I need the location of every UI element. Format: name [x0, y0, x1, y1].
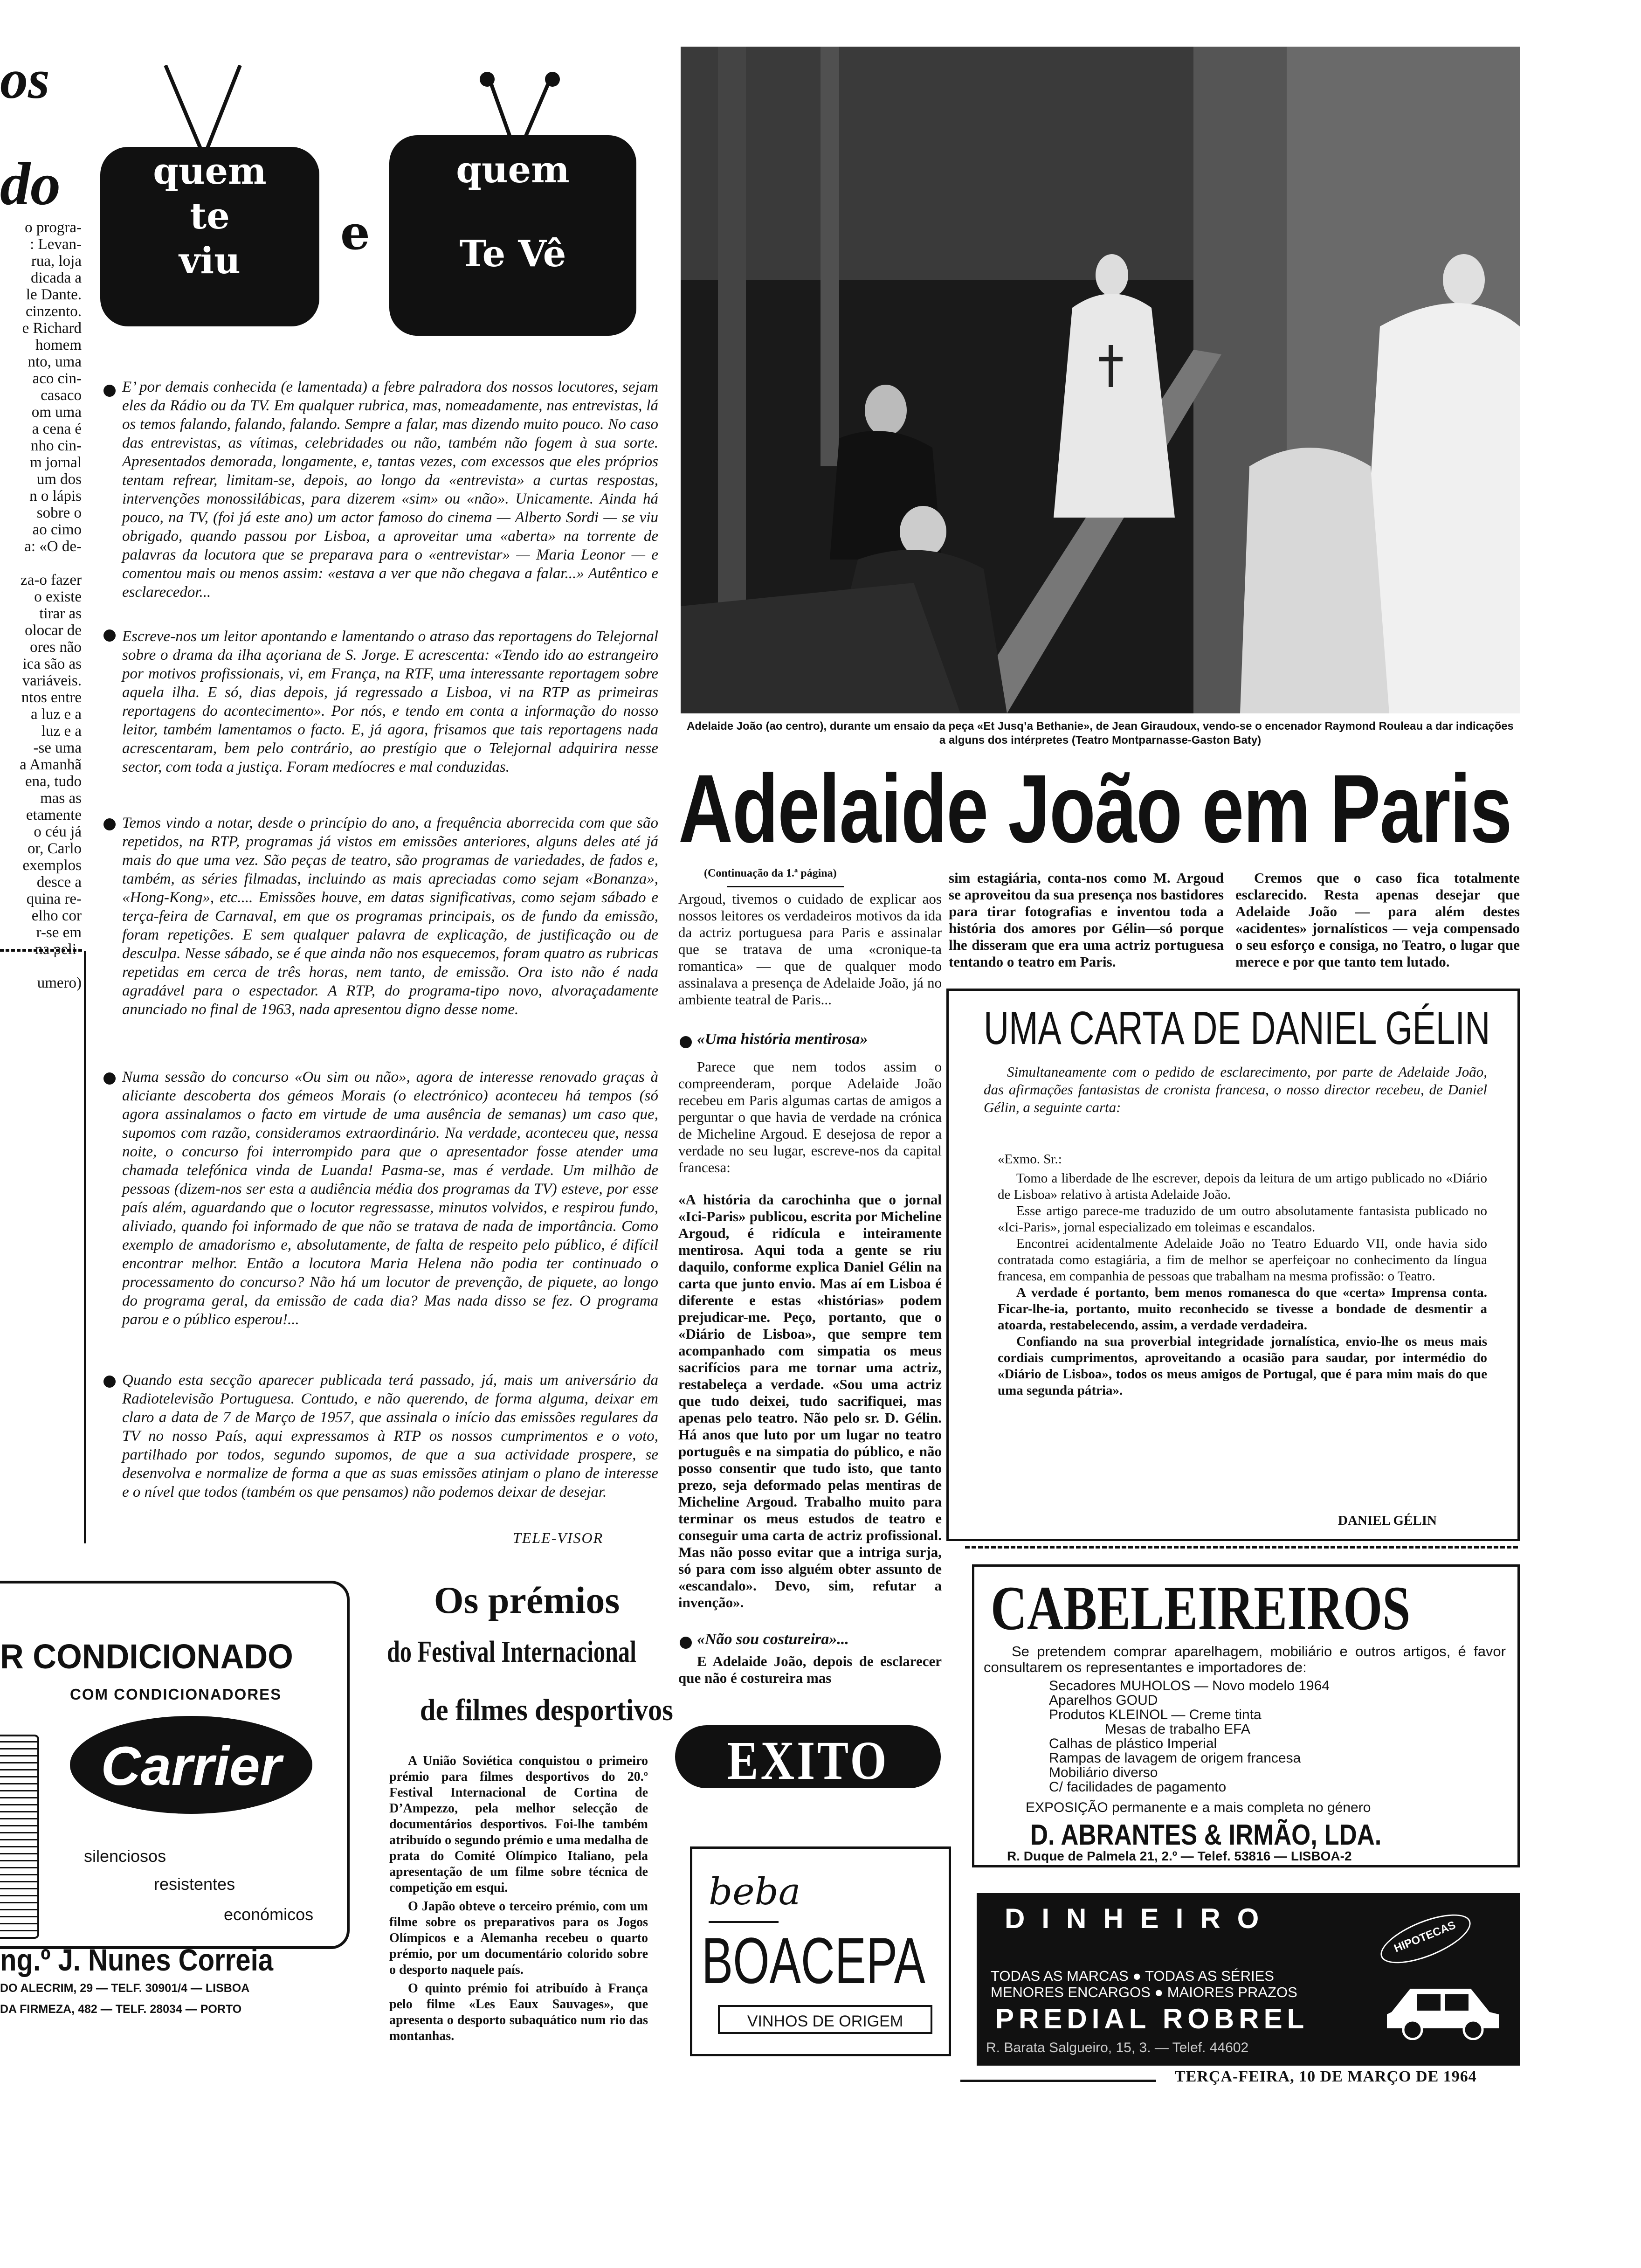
left-clip-line: e Richard — [22, 320, 82, 337]
tv-paragraph: Quando esta secção aparecer publicada terá passado, já, mais um aniversário da Radiotelevisão Portuguesa. Contudo, e não querendo, de forma alguma, deixar em claro a data de 7 de Março de 1957, que assinala o início das emissões regulares da TV no nosso País, aqui expressamos à RTP os nossos cumprimentos e o voto, partilhado por todos, segundo supomos, de que a sua actividade prospere, se desenvolva e normalize de forma a que as suas emissões atinjam o plano de interesse e o nível que todos (também os que pensamos) não podemos deixar de desejar. — [122, 1372, 658, 1500]
cabeleireiros-item: Rampas de lavagem de origem francesa — [1049, 1750, 1301, 1766]
dinheiro-ad — [977, 1893, 1520, 2066]
left-clip-line: elho cor — [31, 907, 82, 924]
carrier-word-2: resistentes — [154, 1874, 235, 1894]
logo-word: Te Vê — [459, 233, 566, 275]
left-clip-line: nto, uma — [28, 353, 82, 370]
boacepa-sub: VINHOS DE ORIGEM — [718, 2005, 932, 2034]
left-clip-line: variáveis. — [22, 672, 82, 689]
left-clipped-column — [0, 219, 82, 991]
bullet-icon — [103, 1376, 116, 1388]
bullet-icon — [103, 818, 116, 830]
gelin-letter-paragraph: A verdade é portanto, bem menos romanesca do que «certa» Imprensa conta. Ficar-lhe-ia, portanto, muito reconhecido se tivesse a bondade de desmentir a atoarda, restabelecendo, assim, a verdade verdadeira. — [998, 1285, 1487, 1333]
cabeleireiros-items — [1049, 1679, 1469, 1794]
left-column-rule — [0, 951, 86, 1543]
left-clip-line: a luz e a — [30, 706, 82, 723]
left-clip-line: a cena é — [32, 421, 82, 437]
left-clip-line: o existe — [34, 588, 82, 605]
cabeleireiros-item: Aparelhos GOUD — [1049, 1693, 1158, 1708]
gelin-letter-paragraph: Esse artigo parece-me traduzido de um outro absolutamente fantasista publicado no «Ici-Paris», jornal especializado em toleimas e escandalos. — [998, 1203, 1487, 1235]
tv-signature: TELE-VISOR — [513, 1529, 604, 1546]
left-clip-line: ena, tudo — [25, 773, 82, 790]
footer-rule — [960, 2080, 1156, 2082]
left-clip-line: tirar as — [39, 605, 82, 622]
tv-paragraph: Numa sessão do concurso «Ou sim ou não», agora de interesse renovado graças à aliciante descoberta dos gémeos Morais (o electrónico) aconteceu há tempos (só agora assinalamos o facto em virtude de uma ausência de semanas) um caso que, supomos com razão, consideramos extraordinário. Na verdade, aconteceu que, nessa noite, o concurso foi interrompido para que o apresentador fosse atender uma chamada telefónica vinda de Luanda! Pasma-se, mas é verdade. Um milhão de pessoas (dizem-nos ser esta a audiência média dos programas da TV) esteve, por esse país além, aguardando que o locutor regressasse, minutos volvidos, e respirou fundo, aliviado, quando foi informado de que não se tratava de nada de importância. Como exemplo de amadorismo e, absolutamente, de falta de respeito pelo público, é difícil encontrar melhor. Então a locutora Maria Helena não podia ter continuado o processamento do concurso? Não há um locutor de prevenção, de piquete, ao longo do programa geral, da emissão de cada dia? Mas nada disso se fez. O programa parou e o público esperou!... — [122, 1069, 658, 1328]
car-icon — [1382, 1970, 1503, 2040]
dinheiro-address: R. Barata Salgueiro, 15, 3. — Telef. 44602 — [986, 2040, 1249, 2055]
carrier-tagline: COM CONDICIONADORES — [70, 1686, 282, 1703]
subhead-costureira: «Não sou costureira»... — [697, 1631, 849, 1648]
left-clip-line: le Dante. — [26, 286, 82, 303]
carrier-ad-headline: R CONDICIONADO — [0, 1637, 293, 1676]
left-clip-line: homem — [35, 337, 82, 353]
article-col1-quote: «A história da carochinha que o jornal «Ici-Paris» publicou, escrita por Micheline Argoud, é ridícula e inteiramente mentirosa. Aqui toda a gente se riu daquilo, conforme explica Daniel Gélin na carta que junto envio. Mas aí em Lisboa é diferente e estas «histórias» podem prejudicar-me. Peço, portanto, que o «Diário de Lisboa», que sempre tem acompanhado com simpatia os meus sacrifícios para me tornar uma actriz, restabeleça a verdade. «Sou uma actriz que tudo deixei, tudo sacrifiquei, mas apenas pelo teatro. Não pelo sr. D. Gélin. Há anos que luto por um lugar no teatro português e na simpatia do público, e não posso consentir que tudo isto, que tanto prezo, seja deformado pelas mentiras de Micheline Argoud. Trabalho muito para terminar os meus estudos de teatro e conseguir uma carta de actriz profissional. Mas não posso evitar que a intriga surja, só para com isso alguém obter assunto de «escandalo». Devo, sim, refutar a invenção». — [678, 1191, 942, 1611]
carrier-address-2: DA FIRMEZA, 482 — TELF. 28034 — PORTO — [0, 2003, 242, 2016]
premios-title-1: Os prémios — [434, 1579, 620, 1621]
exito-text: EXITO — [727, 1730, 889, 1791]
logo-word: quem — [153, 150, 267, 193]
main-headline: Adelaide João em Paris — [678, 755, 1512, 863]
hipotecas-badge — [1374, 1904, 1476, 1973]
cabeleireiros-item: Mesas de trabalho EFA — [1105, 1722, 1250, 1737]
tv-logo-quem-te-ve — [389, 135, 636, 336]
left-clip-line: r-se em — [36, 924, 82, 941]
left-clip-line: a: «O de- — [24, 538, 82, 555]
cabeleireiros-item: C/ facilidades de pagamento — [1049, 1779, 1227, 1795]
cabeleireiros-item: Secadores MUHOLOS — Novo modelo 1964 — [1049, 1678, 1330, 1694]
carrier-address-1: DO ALECRIM, 29 — TELF. 30901/4 — LISBOA — [0, 1982, 250, 1995]
left-heading-2: do — [0, 151, 61, 218]
left-clip-line: cinzento. — [25, 303, 82, 320]
bullet-icon — [103, 385, 116, 397]
divider — [709, 1921, 779, 1923]
article-col1-end: E Adelaide João, depois de esclarecer que não é costureira mas — [678, 1653, 942, 1686]
logo-word: te — [190, 195, 230, 237]
article-col1-top: Argoud, tivemos o cuidado de explicar aos nossos leitores os verdadeiros motivos da ida da actriz portuguesa para Paris e assinalar que se tratava de uma «cronique-ta romantica» — que de qualquer modo assinalava a presença de Adelaide João, já no ambiente teatral de Paris... — [678, 891, 942, 1008]
tv-paragraph: Temos vindo a notar, desde o princípio do ano, a frequência aborrecida com que são repetidos, na RTP, programas já vistos em emissões anteriores, alguns deles até já mais do que uma vez. São peças de teatro, são programas de variedades, de fados e, também, as séries filmadas, incluindo as mais apreciadas como sejam «Bonanza», «Hong-Kong», etc.... Emissões houve, em datas significativas, como sejam sábado e terça-feira de Carnaval, em que os programas principais, os de fundo da emissão, foram repetições. E sem qualquer palavra de explicação, de justificação ou de desculpa. Nesse sábado, se é que ainda não nos esquecemos, foram quatro as rubricas repetidas em cerca de três horas, nem tanto, de emissão. Ora isto não é nada agradável para o espectador. A RTP, do programa-tipo novo, alvoraçadamente anunciado no final de 1963, nada apresentou digno desse nome. — [122, 815, 658, 1018]
article-col1-mid: Parece que nem todos assim o compreenderam, porque Adelaide João recebeu em Paris algumas cartas de amigos a perguntar o que havia de verdade na crónica de Micheline Argoud. E desejosa de repor a verdade no seu lugar, escreve-nos da capital francesa: — [678, 1058, 942, 1175]
tv-logo-connector: e — [340, 205, 370, 260]
cabeleireiros-title: CABELEIREIROS — [991, 1574, 1411, 1643]
left-clip-line: aco cin- — [32, 370, 82, 387]
article-col2: sim estagiária, conta-nos como M. Argoud se aproveitou da sua presença nos bastidores para tirar fotografias e inventou toda a história dos amores por Gélin—só porque lhe disseram que era uma actriz portuguesa tentando o teatro em Paris. — [949, 870, 1224, 970]
cabeleireiros-address: R. Duque de Palmela 21, 2.º — Telef. 53816 — LISBOA-2 — [1007, 1849, 1352, 1863]
gelin-letter-title: UMA CARTA DE DANIEL GÉLIN — [984, 1002, 1490, 1054]
left-clip-line: mas as — [40, 790, 82, 807]
left-clip-line: dicada a — [30, 270, 82, 286]
left-clip-line: ores não — [30, 639, 82, 656]
tv-logo-quem-te-viu — [100, 147, 319, 326]
left-clip-line: -se uma — [33, 740, 82, 756]
left-clip-line: or, Carlo — [28, 840, 82, 857]
tv-antenna-left — [156, 65, 254, 154]
left-clip-line: quina re- — [26, 891, 82, 907]
premios-paragraph: O quinto prémio foi atribuído à França pelo filme «Les Eaux Sauvages», que apresenta o desporto subaquático num rio das montanhas. — [389, 1981, 648, 2043]
dinheiro-line-1: TODAS AS MARCAS ● TODAS AS SÉRIES — [991, 1968, 1274, 1984]
carrier-company: ng.º J. Nunes Correia — [0, 1943, 274, 1977]
left-clip-line: umero) — [37, 975, 82, 991]
gelin-letter-intro: Simultaneamente com o pedido de esclarecimento, por parte de Adelaide João, das afirmações fantasistas de cronista francesa, o nosso director recebeu, de Daniel Gélin, a seguinte carta: — [984, 1064, 1487, 1115]
left-clip-line: om uma — [31, 404, 82, 421]
left-clip-line: za-o fazer — [21, 572, 82, 588]
tv-paragraph: E’ por demais conhecida (e lamentada) a febre palradora dos nossos locutores, sejam eles da Rádio ou da TV. Em qualquer rubrica, mas, nomeadamente, nas entrevistas, lá os temos falando, falando, falando. Sempre a falar, mas dizendo muito pouco. No caso das entrevistas, as vítimas, celebridades ou não, também não fogem à sua sorte. Apresentados demorada, longamente, e, tantas vezes, com excessos que eles próprios tentam refrear, limitam-se, depois, ao longo da «entrevista» a curtas respostas, intervenções monossilábicas, para dizerem «sim» ou «não». Unicamente. Ainda há pouco, na TV, (foi já este ano) um actor famoso do cinema — Alberto Sordi — se viu obrigado, quando passou por Lisboa, a aproveitar uma «aberta» na torrente de palavras da locutora que se preparava para o «entrevistar» — Maria Leonor — e comentou mais ou menos assim: «estava a ver que não chegava a falar...» Autêntico e esclarecedor... — [122, 379, 658, 601]
cabeleireiros-intro: Se pretendem comprar aparelhagem, mobiliário e outros artigos, é favor consultarem os representantes e importadores de: — [984, 1643, 1506, 1675]
left-clip-line: sobre o — [36, 505, 82, 521]
divider — [965, 1546, 1520, 1549]
left-clip-line: casaco — [41, 387, 82, 404]
left-clip-line: ntos entre — [21, 689, 82, 706]
left-clip-line: n o lápis — [29, 488, 82, 505]
gelin-letter-paragraph: Encontrei acidentalmente Adelaide João no Teatro Eduardo VII, onde havia sido contratada como estagiária, a fim de melhor se aperfeiçoar no conhecimento da língua francesa, em companhia de pessoas que trabalham na mesma profissão: o Teatro. — [998, 1236, 1487, 1284]
photo-caption: Adelaide João (ao centro), durante um ensaio da peça «Et Jusq’a Bethanie», de Jean Giraudoux, vendo-se o encenador Raymond Rouleau a dar indicações a alguns dos intérpretes (Teatro Montparnasse-Gaston Baty) — [687, 720, 1514, 747]
left-clip-line: um dos — [36, 471, 82, 488]
gelin-letter-body — [998, 1170, 1487, 1399]
carrier-brand: Carrier — [101, 1736, 282, 1797]
footer-date: TERÇA-FEIRA, 10 DE MARÇO DE 1964 — [1175, 2068, 1477, 2085]
left-clip-line: rua, loja — [31, 253, 82, 270]
left-clip-line: olocar de — [25, 622, 82, 639]
carrier-logo — [70, 1716, 312, 1814]
gelin-signature: DANIEL GÉLIN — [1338, 1513, 1437, 1528]
left-clip-line: desce a — [36, 874, 82, 891]
premios-paragraph: O Japão obteve o terceiro prémio, com um filme sobre os preparativos para os Jogos Olímpicos e a Alemanha recebeu o quarto prémio, por um documentário colorido sobre o desporto naquele país. — [389, 1899, 648, 1977]
carrier-word-1: silenciosos — [84, 1846, 166, 1866]
gelin-letter-salutation: «Exmo. Sr.: — [998, 1152, 1062, 1167]
bullet-icon — [680, 1036, 692, 1048]
hipotecas-label: HIPOTECAS — [1392, 1919, 1458, 1955]
cabeleireiros-item: Produtos KLEINOL — Creme tinta — [1049, 1707, 1262, 1722]
left-clip-line: : Levan- — [30, 236, 82, 253]
left-heading-1: os — [0, 48, 50, 110]
carrier-word-3: económicos — [224, 1905, 314, 1924]
left-clip-line: ica são as — [22, 656, 82, 672]
subhead-historia: «Uma história mentirosa» — [697, 1030, 868, 1048]
premios-body — [389, 1753, 648, 2047]
left-clip-line: exemplos — [22, 857, 82, 874]
left-clip-line: a Amanhã — [20, 756, 82, 773]
divider — [727, 886, 844, 887]
cabeleireiros-exposicao: EXPOSIÇÃO permanente e a mais completa no género — [1026, 1800, 1371, 1815]
bullet-icon — [680, 1637, 692, 1649]
carrier-appliance — [0, 1735, 39, 1939]
continuation-note: (Continuação da 1.ª página) — [704, 867, 837, 879]
article-col3: Cremos que o caso fica totalmente esclarecido. Resta apenas desejar que Adelaide João — para além destes «acidentes» jornalísticos — veja compensado o seu esforço e consiga, no Teatro, o lugar que merece e por que tanto tem lutado. — [1235, 870, 1520, 970]
gelin-letter-paragraph: Confiando na sua proverbial integridade jornalística, envio-lhe os meus mais cordiais cumprimentos, aproveitando a ocasião para saudar, por intermédio do «Diário de Lisboa», todos os meus amigos de Portugal, que é para mim mais do que uma segunda pátria». — [998, 1334, 1487, 1398]
left-clip-line: nho cin- — [30, 437, 82, 454]
cabeleireiros-company: D. ABRANTES & IRMÃO, LDA. — [1030, 1819, 1382, 1851]
left-clip-line: o céu já — [34, 823, 82, 840]
cabeleireiros-item: Mobiliário diverso — [1049, 1765, 1158, 1780]
premios-paragraph: A União Soviética conquistou o primeiro prémio para filmes desportivos do 20.º Festival Internacional de Cortina de D’Ampezzo, pela melhor selecção de documentários desportivos. Foi-lhe também atribuído o segundo prémio e uma medalha de prata do Comité Olímpico Italiano, pela apresentação de um filme sobre técnica de competição em esqui. — [389, 1754, 648, 1895]
premios-title-3: de filmes desportivos — [420, 1693, 673, 1727]
rehearsal-photo — [681, 47, 1520, 713]
left-clip-line: o progra- — [25, 219, 82, 236]
gelin-letter-paragraph: Tomo a liberdade de lhe escrever, depois da leitura de um artigo publicado no «Diário de Lisboa» relativo à artista Adelaide João. — [998, 1171, 1487, 1202]
cabeleireiros-item: Calhas de plástico Imperial — [1049, 1736, 1217, 1751]
left-clip-line: luz e a — [41, 723, 82, 740]
left-clip-line: etamente — [26, 807, 82, 823]
left-clip-line — [0, 555, 82, 572]
exito-ad — [675, 1725, 941, 1791]
dinheiro-title: DINHEIRO — [1005, 1903, 1276, 1934]
boacepa-brand: BOACEPA — [702, 1924, 925, 1997]
tv-antenna-right — [462, 70, 573, 145]
boacepa-script: beba — [709, 1870, 801, 1913]
left-clip-line: ao cimo — [32, 521, 82, 538]
bullet-icon — [103, 1072, 116, 1085]
premios-title-2: do Festival Internacional — [387, 1635, 637, 1669]
left-clip-line: m jornal — [30, 454, 82, 471]
dinheiro-line-2: MENORES ENCARGOS ● MAIORES PRAZOS — [991, 1984, 1297, 2000]
dinheiro-company: PREDIAL ROBREL — [995, 2003, 1309, 2034]
logo-word: quem — [456, 149, 570, 191]
logo-word: viu — [179, 240, 241, 282]
bullet-icon — [103, 629, 116, 642]
tv-paragraph: Escreve-nos um leitor apontando e lamentando o atraso das reportagens do Telejornal sobre o drama da ilha açoriana de S. Jorge. E acrescenta: «Tendo ido ao estrangeiro por motivos profissionais, vi, em França, na RTF, uma interessante reportagem sobre aquela ilha. E só, dias depois, já regressado a Lisboa, vi na RTP as primeiras reportagens do acontecimento». Por nós, e tendo em conta a informação do nosso leitor, também lamentamos o facto. E, já agora, frisamos que tais reportagens nada acrescentaram, bem pelo contrário, ao prestígio que o Telejornal adquirira nesse sector, com toda a justiça. Foram medíocres e mal conduzidas. — [122, 628, 658, 775]
